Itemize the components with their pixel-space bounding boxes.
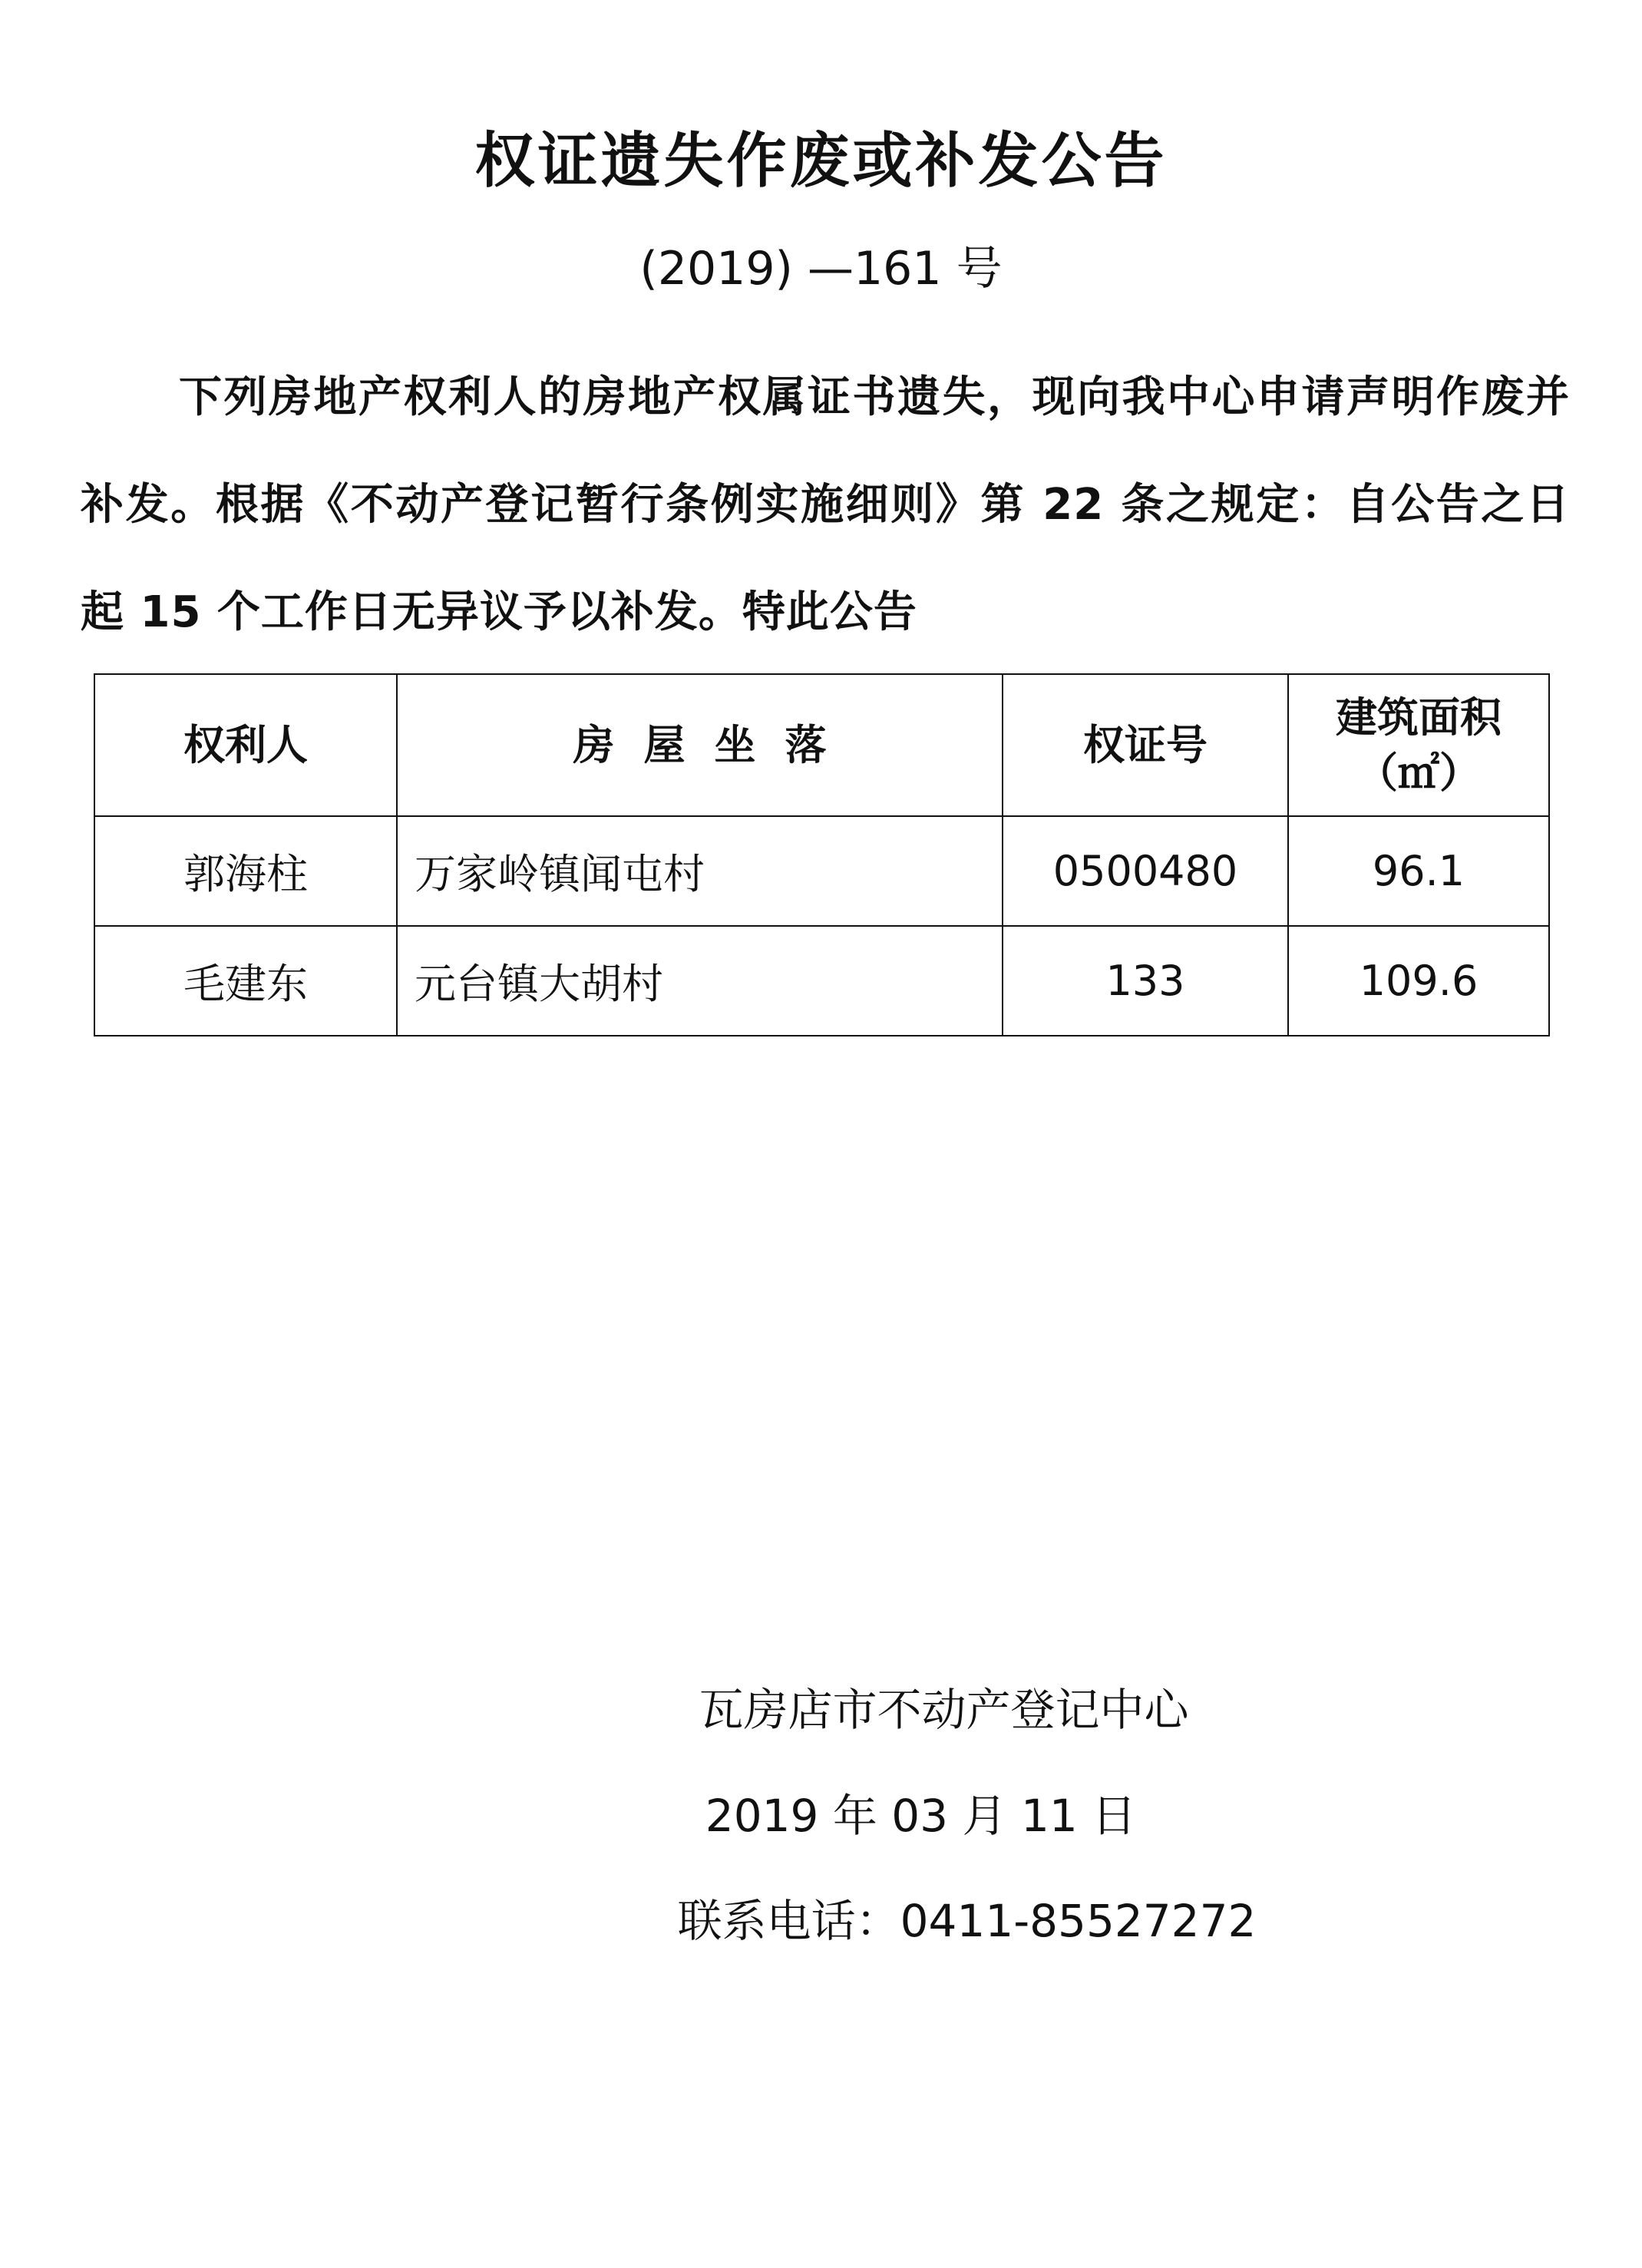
header-area — [1288, 674, 1549, 816]
certificate-table — [94, 673, 1550, 1036]
notice-title: 权证遗失作废或补发公告 — [474, 127, 1168, 196]
signature-organization: 瓦房店市不动产登记中心 — [699, 1684, 1189, 1736]
header-area-label: 建筑面积 — [1336, 693, 1502, 742]
header-area-unit: （㎡） — [1356, 748, 1481, 797]
cell-certificate: 0500480 — [1003, 816, 1288, 926]
cell-location: 万家岭镇闻屯村 — [397, 816, 1003, 926]
cell-area: 96.1 — [1288, 816, 1549, 926]
table-header-row — [94, 674, 1549, 816]
table-row — [94, 816, 1549, 926]
cell-certificate: 133 — [1003, 926, 1288, 1036]
signature-date: 2019 年 03 月 11 日 — [705, 1790, 1137, 1842]
notice-number: (2019) —161 号 — [639, 242, 1003, 296]
table-row — [94, 926, 1549, 1036]
cell-location: 元台镇大胡村 — [397, 926, 1003, 1036]
cell-owner: 郭海柱 — [94, 816, 397, 926]
signature-phone: 联系电话：0411-85527272 — [677, 1895, 1257, 1947]
header-certificate: 权证号 — [1003, 674, 1288, 816]
header-owner: 权利人 — [94, 674, 397, 816]
cell-owner: 毛建东 — [94, 926, 397, 1036]
notice-paragraph: 下列房地产权利人的房地产权属证书遗失，现向我中心申请声明作废并补发。根据《不动产登记暂行条例实施细则》第 22 条之规定：自公告之日起 15 个工作日无异议予以补发。特此公告 — [81, 372, 1570, 637]
header-location: 房屋坐落 — [397, 674, 1003, 816]
cell-area: 109.6 — [1288, 926, 1549, 1036]
